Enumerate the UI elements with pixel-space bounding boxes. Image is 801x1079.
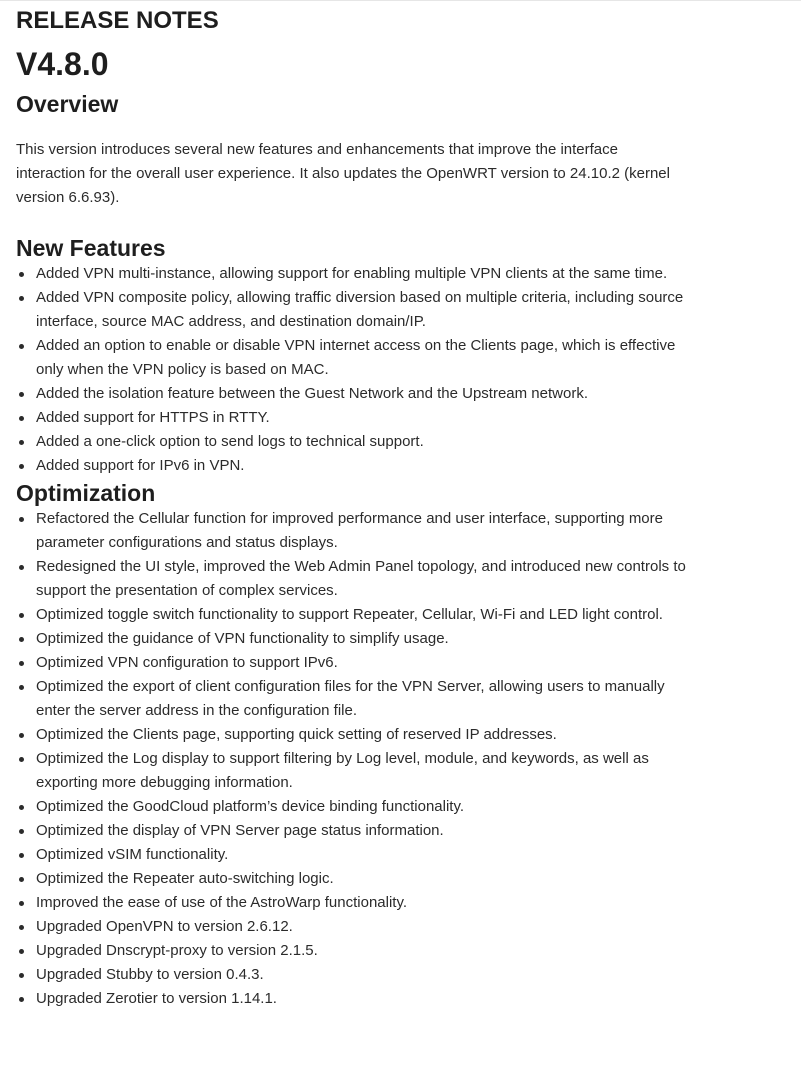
- list-item: [16, 286, 696, 334]
- list-item: [16, 262, 696, 286]
- list-item-text: Added support for IPv6 in VPN.: [36, 457, 245, 474]
- list-item-text: Optimized vSIM functionality.: [36, 846, 229, 863]
- list-item-text: Upgraded Stubby to version 0.4.3.: [36, 966, 264, 983]
- list-item: [16, 915, 696, 939]
- list-item-text: Upgraded OpenVPN to version 2.6.12.: [36, 918, 293, 935]
- bullet-icon: [19, 805, 24, 810]
- list-item: [16, 651, 696, 675]
- list-item: [16, 891, 696, 915]
- list-item-text: Optimized VPN configuration to support IPv6.: [36, 654, 338, 671]
- bullet-icon: [19, 416, 24, 421]
- list-item-text: Improved the ease of use of the AstroWarp functionality.: [36, 894, 408, 911]
- bullet-icon: [19, 925, 24, 930]
- optimization-list: [16, 507, 696, 1011]
- bullet-icon: [19, 296, 24, 301]
- list-item: [16, 507, 696, 555]
- bullet-icon: [19, 853, 24, 858]
- list-item-text: Added an option to enable or disable VPN internet access on the Clients page, which is effective only when the VPN policy is based on MAC.: [36, 337, 676, 378]
- list-item: [16, 723, 696, 747]
- list-item: [16, 675, 696, 723]
- bullet-icon: [19, 733, 24, 738]
- list-item: [16, 430, 696, 454]
- list-item-text: Added VPN composite policy, allowing traffic diversion based on multiple criteria, including source interface, source MAC address, and destination domain/IP.: [36, 289, 684, 330]
- bullet-icon: [19, 997, 24, 1002]
- list-item-text: Optimized the Repeater auto-switching logic.: [36, 870, 334, 887]
- bullet-icon: [19, 440, 24, 445]
- list-item: [16, 819, 696, 843]
- list-item: [16, 627, 696, 651]
- bullet-icon: [19, 565, 24, 570]
- bullet-icon: [19, 877, 24, 882]
- list-item: [16, 603, 696, 627]
- list-item-text: Refactored the Cellular function for improved performance and user interface, supporting more parameter configurations and status displays.: [36, 510, 663, 551]
- bullet-icon: [19, 272, 24, 277]
- list-item: [16, 963, 696, 987]
- list-item-text: Upgraded Zerotier to version 1.14.1.: [36, 990, 277, 1007]
- list-item: [16, 747, 696, 795]
- new-features-heading: New Features: [16, 235, 166, 261]
- list-item: [16, 939, 696, 963]
- list-item-text: Optimized the GoodCloud platform’s device binding functionality.: [36, 798, 465, 815]
- list-item-text: Optimized the Log display to support filtering by Log level, module, and keywords, as well as exporting more debugging information.: [36, 750, 649, 791]
- list-item-text: Optimized the guidance of VPN functionality to simplify usage.: [36, 630, 449, 647]
- list-item: [16, 843, 696, 867]
- bullet-icon: [19, 949, 24, 954]
- list-item: [16, 987, 696, 1011]
- bullet-icon: [19, 517, 24, 522]
- list-item-text: Upgraded Dnscrypt-proxy to version 2.1.5.: [36, 942, 318, 959]
- bullet-icon: [19, 973, 24, 978]
- list-item-text: Added a one-click option to send logs to technical support.: [36, 433, 424, 450]
- list-item-text: Added VPN multi-instance, allowing support for enabling multiple VPN clients at the same time.: [36, 265, 668, 282]
- overview-paragraph: This version introduces several new features and enhancements that improve the interface interaction for the overall user experience. It also updates the OpenWRT version to 24.10.2 (kernel version 6.6.93).: [16, 141, 670, 206]
- bullet-icon: [19, 901, 24, 906]
- bullet-icon: [19, 464, 24, 469]
- top-divider: [0, 0, 801, 1]
- version-heading: V4.8.0: [16, 46, 109, 82]
- bullet-icon: [19, 685, 24, 690]
- list-item: [16, 454, 696, 478]
- list-item-text: Optimized the display of VPN Server page status information.: [36, 822, 444, 839]
- list-item-text: Added support for HTTPS in RTTY.: [36, 409, 270, 426]
- list-item: [16, 555, 696, 603]
- list-item: [16, 795, 696, 819]
- list-item-text: Optimized the Clients page, supporting quick setting of reserved IP addresses.: [36, 726, 557, 743]
- bullet-icon: [19, 344, 24, 349]
- bullet-icon: [19, 661, 24, 666]
- bullet-icon: [19, 757, 24, 762]
- list-item-text: Redesigned the UI style, improved the Web Admin Panel topology, and introduced new controls to support the presentation of complex services.: [36, 558, 686, 599]
- overview-heading: Overview: [16, 91, 119, 117]
- list-item-text: Optimized the export of client configuration files for the VPN Server, allowing users to manually enter the server address in the configuration file.: [36, 678, 665, 719]
- list-item: [16, 406, 696, 430]
- bullet-icon: [19, 392, 24, 397]
- new-features-list: [16, 262, 696, 478]
- list-item: [16, 334, 696, 382]
- bullet-icon: [19, 637, 24, 642]
- list-item: [16, 382, 696, 406]
- optimization-heading: Optimization: [16, 480, 156, 506]
- bullet-icon: [19, 829, 24, 834]
- list-item-text: Added the isolation feature between the Guest Network and the Upstream network.: [36, 385, 588, 402]
- list-item-text: Optimized toggle switch functionality to support Repeater, Cellular, Wi-Fi and LED light control.: [36, 606, 663, 623]
- list-item: [16, 867, 696, 891]
- bullet-icon: [19, 613, 24, 618]
- page-title: RELEASE NOTES: [16, 7, 219, 34]
